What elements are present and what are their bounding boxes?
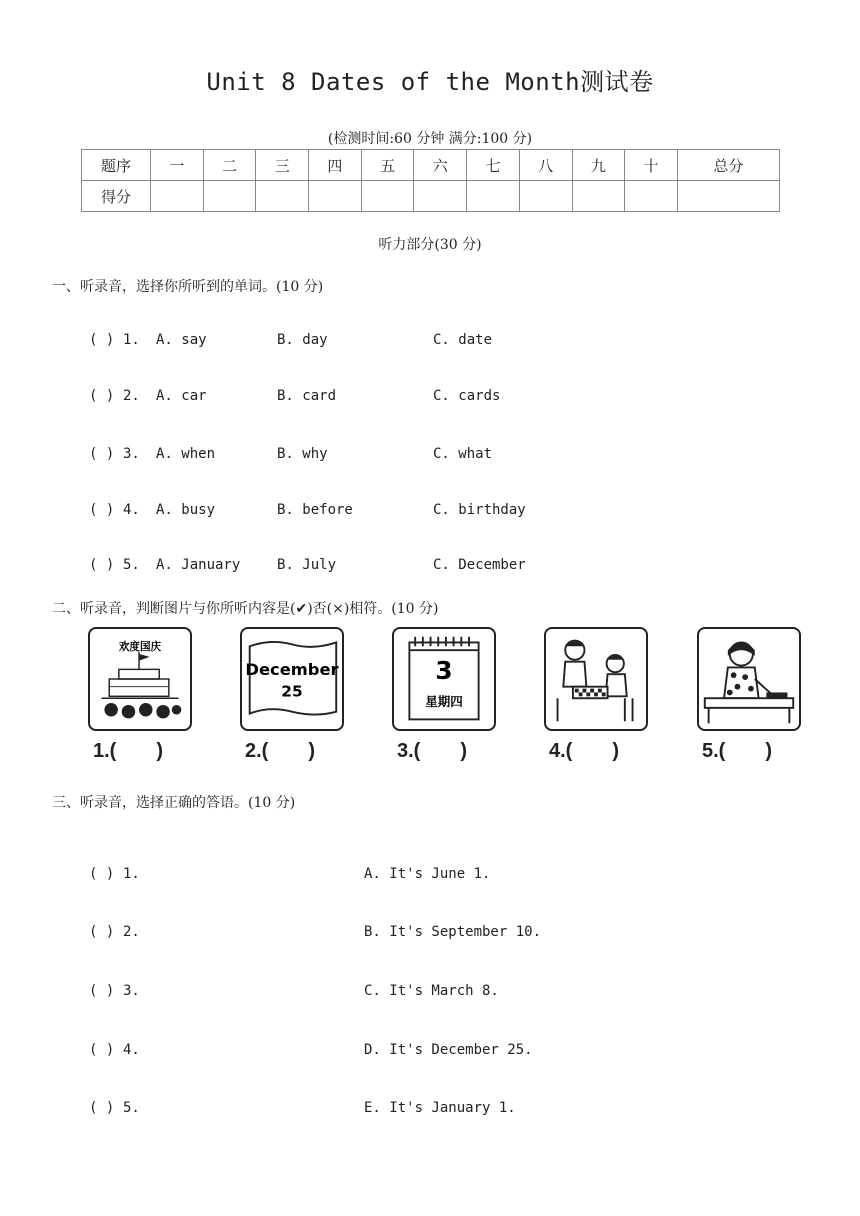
option-b: B. card <box>277 388 337 404</box>
answer-blank[interactable]: ( ) <box>89 332 115 348</box>
picture-2-answer[interactable] <box>245 740 315 763</box>
national-day-icon <box>88 627 192 731</box>
score-cell: 总分 <box>677 150 779 181</box>
question-number: 5. <box>123 1100 140 1116</box>
score-input-cell[interactable] <box>361 181 414 212</box>
flag-line-1: December <box>245 660 339 680</box>
caption-close: ) <box>460 740 468 762</box>
option-b: B. why <box>277 446 328 462</box>
score-cell: 三 <box>256 150 309 181</box>
calendar-weekday: 星期四 <box>425 693 463 709</box>
score-cell: 八 <box>519 150 572 181</box>
score-cell: 四 <box>309 150 362 181</box>
caption-open: 3.( <box>397 740 421 762</box>
caption-close: ) <box>308 740 316 762</box>
option-b: B. day <box>277 332 328 348</box>
answer-option: A. It's June 1. <box>364 866 491 882</box>
question-number: 1. <box>123 866 140 882</box>
answer-option: D. It's December 25. <box>364 1042 533 1058</box>
part2-heading: 二、听录音，判断图片与你所听内容是(✔)否(×)相符。(10 分) <box>52 601 439 617</box>
score-input-cell[interactable] <box>309 181 362 212</box>
caption-open: 1.( <box>93 740 117 762</box>
answer-blank[interactable]: ( ) <box>89 866 115 882</box>
score-input-cell[interactable] <box>572 181 625 212</box>
flag-line-2: 25 <box>281 682 303 701</box>
option-a: A. busy <box>156 502 216 518</box>
score-cell: 六 <box>414 150 467 181</box>
question-number: 4. <box>123 1042 140 1058</box>
question-number: 4. <box>123 502 140 518</box>
option-a: A. say <box>156 332 207 348</box>
score-cell: 一 <box>151 150 204 181</box>
score-table-score-row <box>82 181 780 212</box>
option-c: C. birthday <box>433 502 526 518</box>
page-title: Unit 8 Dates of the Month测试卷 <box>206 68 654 96</box>
caption-open: 4.( <box>549 740 573 762</box>
question-number: 2. <box>123 924 140 940</box>
option-a: A. car <box>156 388 207 404</box>
answer-blank[interactable]: ( ) <box>89 1100 115 1116</box>
question-number: 2. <box>123 388 140 404</box>
score-cell: 九 <box>572 150 625 181</box>
answer-option: C. It's March 8. <box>364 983 499 999</box>
question-number: 3. <box>123 446 140 462</box>
score-row-label: 得分 <box>82 181 151 212</box>
picture-4-answer[interactable] <box>549 740 619 763</box>
score-input-cell[interactable] <box>151 181 204 212</box>
answer-blank[interactable]: ( ) <box>89 446 115 462</box>
picture-5-answer[interactable] <box>702 740 772 763</box>
option-b: B. before <box>277 502 353 518</box>
caption-open: 2.( <box>245 740 269 762</box>
score-cell: 七 <box>467 150 520 181</box>
score-input-cell[interactable] <box>414 181 467 212</box>
answer-option: E. It's January 1. <box>364 1100 516 1116</box>
question-number: 1. <box>123 332 140 348</box>
calendar-day: 3 <box>435 656 453 685</box>
girl-writing-icon <box>697 627 801 731</box>
exam-info: (检测时间:60 分钟 满分:100 分) <box>327 131 533 147</box>
option-c: C. cards <box>433 388 501 404</box>
part3-heading: 三、听录音，选择正确的答语。(10 分) <box>52 795 296 811</box>
answer-option: B. It's September 10. <box>364 924 542 940</box>
score-cell: 五 <box>361 150 414 181</box>
caption-close: ) <box>765 740 773 762</box>
answer-blank[interactable]: ( ) <box>89 1042 115 1058</box>
answer-blank[interactable]: ( ) <box>89 557 115 573</box>
boys-playing-chess-icon <box>544 627 648 731</box>
option-c: C. date <box>433 332 493 348</box>
score-table <box>81 149 780 212</box>
score-input-cell[interactable] <box>677 181 779 212</box>
option-a: A. January <box>156 557 241 573</box>
question-number: 3. <box>123 983 140 999</box>
score-input-cell[interactable] <box>467 181 520 212</box>
score-cell: 二 <box>203 150 256 181</box>
option-b: B. July <box>277 557 337 573</box>
picture-3-answer[interactable] <box>397 740 467 763</box>
option-c: C. December <box>433 557 526 573</box>
part1-heading: 一、听录音，选择你所听到的单词。(10 分) <box>52 279 324 295</box>
caption-close: ) <box>156 740 164 762</box>
score-input-cell[interactable] <box>625 181 678 212</box>
question-number: 5. <box>123 557 140 573</box>
listening-section-title: 听力部分(30 分) <box>378 237 482 253</box>
score-input-cell[interactable] <box>519 181 572 212</box>
option-a: A. when <box>156 446 216 462</box>
caption-open: 5.( <box>702 740 726 762</box>
score-cell: 题序 <box>82 150 151 181</box>
score-input-cell[interactable] <box>256 181 309 212</box>
sign-text: 欢度国庆 <box>118 641 162 654</box>
picture-1-answer[interactable] <box>93 740 163 763</box>
calendar-thursday-icon <box>392 627 496 731</box>
caption-close: ) <box>612 740 620 762</box>
answer-blank[interactable]: ( ) <box>89 924 115 940</box>
answer-blank[interactable]: ( ) <box>89 388 115 404</box>
score-cell: 十 <box>625 150 678 181</box>
option-c: C. what <box>433 446 493 462</box>
answer-blank[interactable]: ( ) <box>89 502 115 518</box>
answer-blank[interactable]: ( ) <box>89 983 115 999</box>
score-table-header-row <box>82 150 780 181</box>
december-25-flag-icon <box>240 627 344 731</box>
score-input-cell[interactable] <box>203 181 256 212</box>
